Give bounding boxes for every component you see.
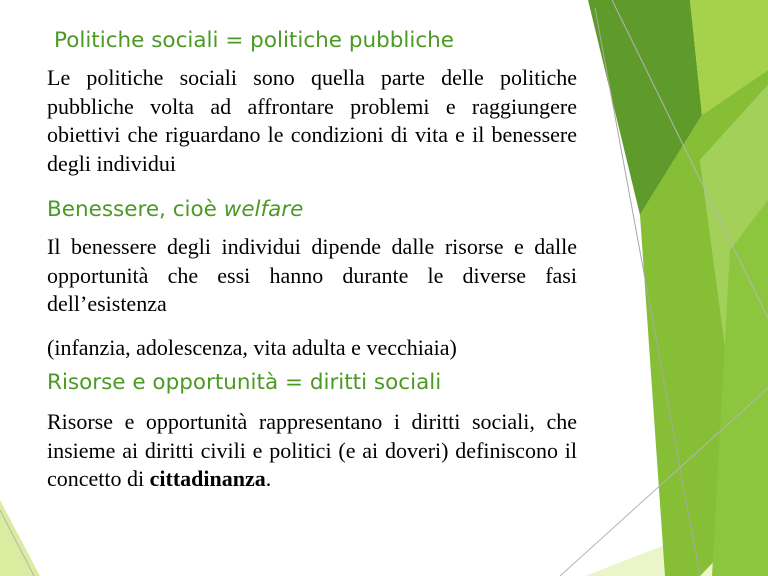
heading-benessere-welfare: welfare bbox=[223, 197, 304, 222]
paragraph-politiche-definition: Le politiche sociali sono quella parte delle politiche pubbliche volta ad affrontare problemi e raggiungere obiettivi che riguardano le condizioni di vita e il benessere degli individui bbox=[47, 65, 577, 176]
paragraph-benessere: Il benessere degli individui dipende dalle risorse e dalle opportunità che essi hanno durante le diverse fasi dell’esistenza bbox=[47, 234, 577, 316]
paragraph-risorse-text: Risorse e opportunità rappresentano i diritti sociali, che insieme ai diritti civili e politici (e ai doveri) definiscono il concetto di bbox=[47, 409, 577, 491]
heading-benessere-text: Benessere, cioè bbox=[47, 197, 224, 222]
paragraph-risorse bbox=[47, 408, 577, 494]
heading-risorse: Risorse e opportunità = diritti sociali bbox=[47, 370, 442, 395]
paragraph-risorse-cittadinanza: cittadinanza bbox=[149, 466, 266, 491]
heading-benessere bbox=[47, 197, 303, 222]
paragraph-fasi: (infanzia, adolescenza, vita adulta e vecchiaia) bbox=[47, 335, 457, 360]
paragraph-risorse-period: . bbox=[265, 466, 272, 491]
heading-politiche-sociali: Politiche sociali = politiche pubbliche bbox=[54, 28, 455, 53]
